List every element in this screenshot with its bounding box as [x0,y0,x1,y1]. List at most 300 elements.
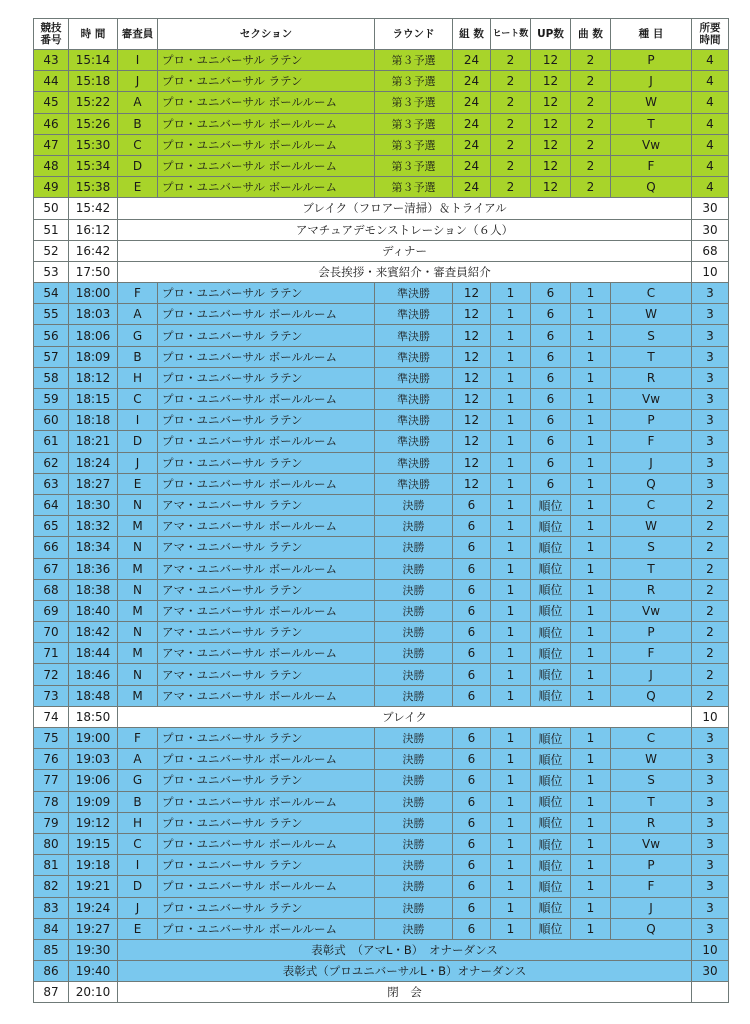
header-row [34,19,729,50]
round-cell: 準決勝 [375,304,453,325]
duration-cell: 3 [692,791,729,812]
start-time: 18:32 [69,516,118,537]
couples-cell: 24 [453,92,491,113]
up-cell: 順位 [531,600,571,621]
judge-cell: B [118,346,158,367]
competition-number: 87 [34,982,69,1003]
start-time: 18:38 [69,579,118,600]
up-cell: 順位 [531,791,571,812]
competition-number: 72 [34,664,69,685]
up-cell: 12 [531,92,571,113]
dance-cell: T [611,791,692,812]
start-time: 19:12 [69,812,118,833]
dance-cell: Q [611,473,692,494]
start-time: 18:27 [69,473,118,494]
dance-cell: C [611,283,692,304]
dance-cell: T [611,558,692,579]
section-cell: プロ・ユニバーサル ボールルーム [158,113,375,134]
round-cell: 決勝 [375,749,453,770]
schedule-table [33,18,729,1003]
judge-cell: N [118,622,158,643]
event-label: 会長挨拶・来賓紹介・審査員紹介 [118,261,692,282]
judge-cell: N [118,494,158,515]
songs-cell: 1 [571,812,611,833]
table-row [34,367,729,388]
header-num: 競技 番号 [34,19,69,50]
table-row [34,770,729,791]
songs-cell: 1 [571,579,611,600]
heats-cell: 1 [491,918,531,939]
dance-cell: Vw [611,833,692,854]
judge-cell: A [118,749,158,770]
table-row [34,855,729,876]
songs-cell: 1 [571,325,611,346]
start-time: 15:34 [69,155,118,176]
duration-cell: 2 [692,579,729,600]
section-cell: プロ・ユニバーサル ラテン [158,855,375,876]
duration-cell: 4 [692,71,729,92]
judge-cell: G [118,325,158,346]
duration-cell: 3 [692,346,729,367]
judge-cell: D [118,431,158,452]
judge-cell: M [118,600,158,621]
dance-cell: W [611,304,692,325]
header-time: 時 間 [69,19,118,50]
songs-cell: 1 [571,283,611,304]
judge-cell: D [118,876,158,897]
competition-number: 50 [34,198,69,219]
table-row [34,410,729,431]
start-time: 18:46 [69,664,118,685]
table-row [34,643,729,664]
couples-cell: 12 [453,410,491,431]
songs-cell: 1 [571,855,611,876]
duration-cell: 30 [692,198,729,219]
competition-number: 82 [34,876,69,897]
start-time: 16:42 [69,240,118,261]
table-row [34,664,729,685]
round-cell: 決勝 [375,918,453,939]
competition-number: 55 [34,304,69,325]
dance-cell: F [611,643,692,664]
section-cell: プロ・ユニバーサル ラテン [158,897,375,918]
couples-cell: 24 [453,71,491,92]
competition-number: 59 [34,389,69,410]
duration-cell: 68 [692,240,729,261]
start-time: 18:50 [69,706,118,727]
couples-cell: 6 [453,622,491,643]
judge-cell: J [118,452,158,473]
heats-cell: 1 [491,494,531,515]
competition-number: 80 [34,833,69,854]
duration-cell: 30 [692,961,729,982]
competition-number: 86 [34,961,69,982]
section-cell: プロ・ユニバーサル ラテン [158,452,375,473]
start-time: 18:18 [69,410,118,431]
competition-number: 64 [34,494,69,515]
competition-number: 51 [34,219,69,240]
round-cell: 決勝 [375,791,453,812]
section-cell: プロ・ユニバーサル ボールルーム [158,346,375,367]
judge-cell: M [118,558,158,579]
couples-cell: 12 [453,346,491,367]
dance-cell: P [611,50,692,71]
start-time: 15:22 [69,92,118,113]
dance-cell: T [611,113,692,134]
round-cell: 決勝 [375,770,453,791]
event-label: ブレイク [118,706,692,727]
songs-cell: 1 [571,897,611,918]
round-cell: 第３予選 [375,71,453,92]
section-cell: プロ・ユニバーサル ラテン [158,283,375,304]
section-cell: アマ・ユニバーサル ラテン [158,537,375,558]
heats-cell: 1 [491,325,531,346]
table-row [34,600,729,621]
couples-cell: 12 [453,283,491,304]
round-cell: 第３予選 [375,177,453,198]
couples-cell: 24 [453,155,491,176]
competition-number: 45 [34,92,69,113]
heats-cell: 1 [491,367,531,388]
up-cell: 順位 [531,749,571,770]
competition-number: 56 [34,325,69,346]
start-time: 18:00 [69,283,118,304]
round-cell: 第３予選 [375,134,453,155]
duration-cell: 10 [692,706,729,727]
heats-cell: 1 [491,389,531,410]
round-cell: 準決勝 [375,452,453,473]
songs-cell: 1 [571,516,611,537]
judge-cell: N [118,537,158,558]
dance-cell: W [611,749,692,770]
dance-cell: F [611,155,692,176]
competition-number: 54 [34,283,69,304]
heats-cell: 1 [491,749,531,770]
duration-cell: 4 [692,177,729,198]
competition-number: 48 [34,155,69,176]
heats-cell: 2 [491,113,531,134]
couples-cell: 12 [453,367,491,388]
event-label: ブレイク（フロアー清掃）＆トライアル [118,198,692,219]
couples-cell: 6 [453,791,491,812]
section-cell: プロ・ユニバーサル ボールルーム [158,833,375,854]
judge-cell: A [118,92,158,113]
start-time: 15:30 [69,134,118,155]
round-cell: 準決勝 [375,389,453,410]
judge-cell: M [118,685,158,706]
judge-cell: B [118,791,158,812]
duration-cell: 2 [692,494,729,515]
heats-cell: 1 [491,516,531,537]
section-cell: プロ・ユニバーサル ラテン [158,812,375,833]
section-cell: プロ・ユニバーサル ボールルーム [158,389,375,410]
heats-cell: 1 [491,685,531,706]
start-time: 18:40 [69,600,118,621]
duration-cell: 3 [692,812,729,833]
judge-cell: N [118,664,158,685]
judge-cell: C [118,134,158,155]
couples-cell: 6 [453,918,491,939]
up-cell: 順位 [531,833,571,854]
heats-cell: 1 [491,537,531,558]
round-cell: 準決勝 [375,431,453,452]
table-row [34,283,729,304]
heats-cell: 1 [491,431,531,452]
duration-cell: 4 [692,92,729,113]
couples-cell: 6 [453,664,491,685]
competition-number: 78 [34,791,69,812]
duration-cell: 2 [692,643,729,664]
table-row [34,50,729,71]
section-cell: プロ・ユニバーサル ボールルーム [158,92,375,113]
songs-cell: 2 [571,92,611,113]
songs-cell: 1 [571,770,611,791]
header-songs: 曲 数 [571,19,611,50]
dance-cell: F [611,876,692,897]
couples-cell: 6 [453,537,491,558]
start-time: 19:03 [69,749,118,770]
heats-cell: 1 [491,897,531,918]
judge-cell: D [118,155,158,176]
up-cell: 6 [531,325,571,346]
start-time: 19:24 [69,897,118,918]
duration-cell: 3 [692,897,729,918]
event-label: ディナー [118,240,692,261]
couples-cell: 6 [453,643,491,664]
dance-cell: J [611,452,692,473]
section-cell: プロ・ユニバーサル ボールルーム [158,134,375,155]
up-cell: 6 [531,367,571,388]
table-row [34,579,729,600]
judge-cell: I [118,50,158,71]
songs-cell: 1 [571,728,611,749]
up-cell: 順位 [531,579,571,600]
event-row [34,961,729,982]
couples-cell: 6 [453,728,491,749]
duration-cell: 3 [692,473,729,494]
judge-cell: I [118,855,158,876]
heats-cell: 1 [491,304,531,325]
competition-number: 71 [34,643,69,664]
up-cell: 12 [531,113,571,134]
round-cell: 第３予選 [375,50,453,71]
judge-cell: E [118,473,158,494]
section-cell: アマ・ユニバーサル ラテン [158,579,375,600]
up-cell: 6 [531,304,571,325]
up-cell: 順位 [531,664,571,685]
songs-cell: 2 [571,71,611,92]
heats-cell: 1 [491,346,531,367]
dance-cell: J [611,71,692,92]
header-section: セクション [158,19,375,50]
round-cell: 決勝 [375,876,453,897]
heats-cell: 1 [491,473,531,494]
couples-cell: 6 [453,685,491,706]
dance-cell: T [611,346,692,367]
songs-cell: 1 [571,410,611,431]
duration-cell: 3 [692,431,729,452]
up-cell: 12 [531,71,571,92]
couples-cell: 12 [453,325,491,346]
start-time: 15:38 [69,177,118,198]
competition-number: 60 [34,410,69,431]
table-row [34,749,729,770]
competition-number: 79 [34,812,69,833]
table-row [34,325,729,346]
dance-cell: R [611,367,692,388]
section-cell: アマ・ユニバーサル ラテン [158,664,375,685]
heats-cell: 1 [491,643,531,664]
judge-cell: M [118,516,158,537]
up-cell: 順位 [531,918,571,939]
round-cell: 決勝 [375,685,453,706]
start-time: 16:12 [69,219,118,240]
up-cell: 順位 [531,494,571,515]
songs-cell: 1 [571,367,611,388]
event-row [34,198,729,219]
round-cell: 第３予選 [375,113,453,134]
heats-cell: 1 [491,664,531,685]
start-time: 19:18 [69,855,118,876]
start-time: 17:50 [69,261,118,282]
duration-cell: 4 [692,134,729,155]
start-time: 20:10 [69,982,118,1003]
section-cell: プロ・ユニバーサル ラテン [158,367,375,388]
table-row [34,897,729,918]
up-cell: 順位 [531,643,571,664]
competition-number: 67 [34,558,69,579]
start-time: 15:26 [69,113,118,134]
up-cell: 6 [531,473,571,494]
competition-number: 66 [34,537,69,558]
heats-cell: 1 [491,791,531,812]
event-label: 閉 会 [118,982,692,1003]
start-time: 18:12 [69,367,118,388]
dance-cell: P [611,855,692,876]
couples-cell: 24 [453,50,491,71]
up-cell: 6 [531,452,571,473]
round-cell: 第３予選 [375,155,453,176]
section-cell: プロ・ユニバーサル ボールルーム [158,473,375,494]
round-cell: 決勝 [375,664,453,685]
dance-cell: J [611,897,692,918]
event-row [34,982,729,1003]
event-row [34,240,729,261]
up-cell: 6 [531,389,571,410]
competition-number: 44 [34,71,69,92]
start-time: 15:42 [69,198,118,219]
heats-cell: 1 [491,452,531,473]
competition-number: 49 [34,177,69,198]
duration-cell: 30 [692,219,729,240]
round-cell: 準決勝 [375,367,453,388]
event-row [34,706,729,727]
heats-cell: 2 [491,155,531,176]
table-row [34,155,729,176]
couples-cell: 6 [453,558,491,579]
duration-cell: 2 [692,622,729,643]
duration-cell: 3 [692,283,729,304]
event-row [34,261,729,282]
couples-cell: 12 [453,452,491,473]
section-cell: プロ・ユニバーサル ラテン [158,728,375,749]
up-cell: 12 [531,134,571,155]
songs-cell: 1 [571,389,611,410]
competition-number: 68 [34,579,69,600]
competition-number: 52 [34,240,69,261]
round-cell: 準決勝 [375,410,453,431]
heats-cell: 1 [491,728,531,749]
heats-cell: 1 [491,812,531,833]
section-cell: アマ・ユニバーサル ボールルーム [158,685,375,706]
event-row [34,219,729,240]
competition-number: 57 [34,346,69,367]
table-row [34,622,729,643]
header-round: ラウンド [375,19,453,50]
couples-cell: 12 [453,389,491,410]
start-time: 18:24 [69,452,118,473]
header-dance: 種 目 [611,19,692,50]
dance-cell: S [611,325,692,346]
heats-cell: 2 [491,71,531,92]
table-row [34,685,729,706]
competition-number: 73 [34,685,69,706]
event-label: アマチュアデモンストレーション（６人） [118,219,692,240]
dance-cell: Q [611,685,692,706]
table-row [34,304,729,325]
judge-cell: A [118,304,158,325]
judge-cell: H [118,367,158,388]
duration-cell: 3 [692,833,729,854]
duration-cell: 2 [692,516,729,537]
table-row [34,346,729,367]
competition-number: 75 [34,728,69,749]
competition-number: 83 [34,897,69,918]
competition-number: 46 [34,113,69,134]
duration-cell: 3 [692,728,729,749]
up-cell: 順位 [531,728,571,749]
duration-cell: 3 [692,876,729,897]
section-cell: プロ・ユニバーサル ラテン [158,410,375,431]
up-cell: 順位 [531,897,571,918]
round-cell: 決勝 [375,600,453,621]
judge-cell: E [118,177,158,198]
dance-cell: J [611,664,692,685]
competition-number: 65 [34,516,69,537]
songs-cell: 1 [571,918,611,939]
couples-cell: 24 [453,177,491,198]
judge-cell: G [118,770,158,791]
couples-cell: 12 [453,473,491,494]
judge-cell: E [118,918,158,939]
round-cell: 決勝 [375,812,453,833]
start-time: 18:48 [69,685,118,706]
duration-cell: 2 [692,600,729,621]
table-row [34,71,729,92]
round-cell: 準決勝 [375,283,453,304]
section-cell: プロ・ユニバーサル ボールルーム [158,876,375,897]
dance-cell: C [611,494,692,515]
header-couples: 組 数 [453,19,491,50]
up-cell: 6 [531,431,571,452]
header-heats: ヒート数 [491,19,531,50]
competition-number: 84 [34,918,69,939]
start-time: 19:15 [69,833,118,854]
table-row [34,113,729,134]
table-row [34,92,729,113]
couples-cell: 6 [453,494,491,515]
competition-number: 53 [34,261,69,282]
